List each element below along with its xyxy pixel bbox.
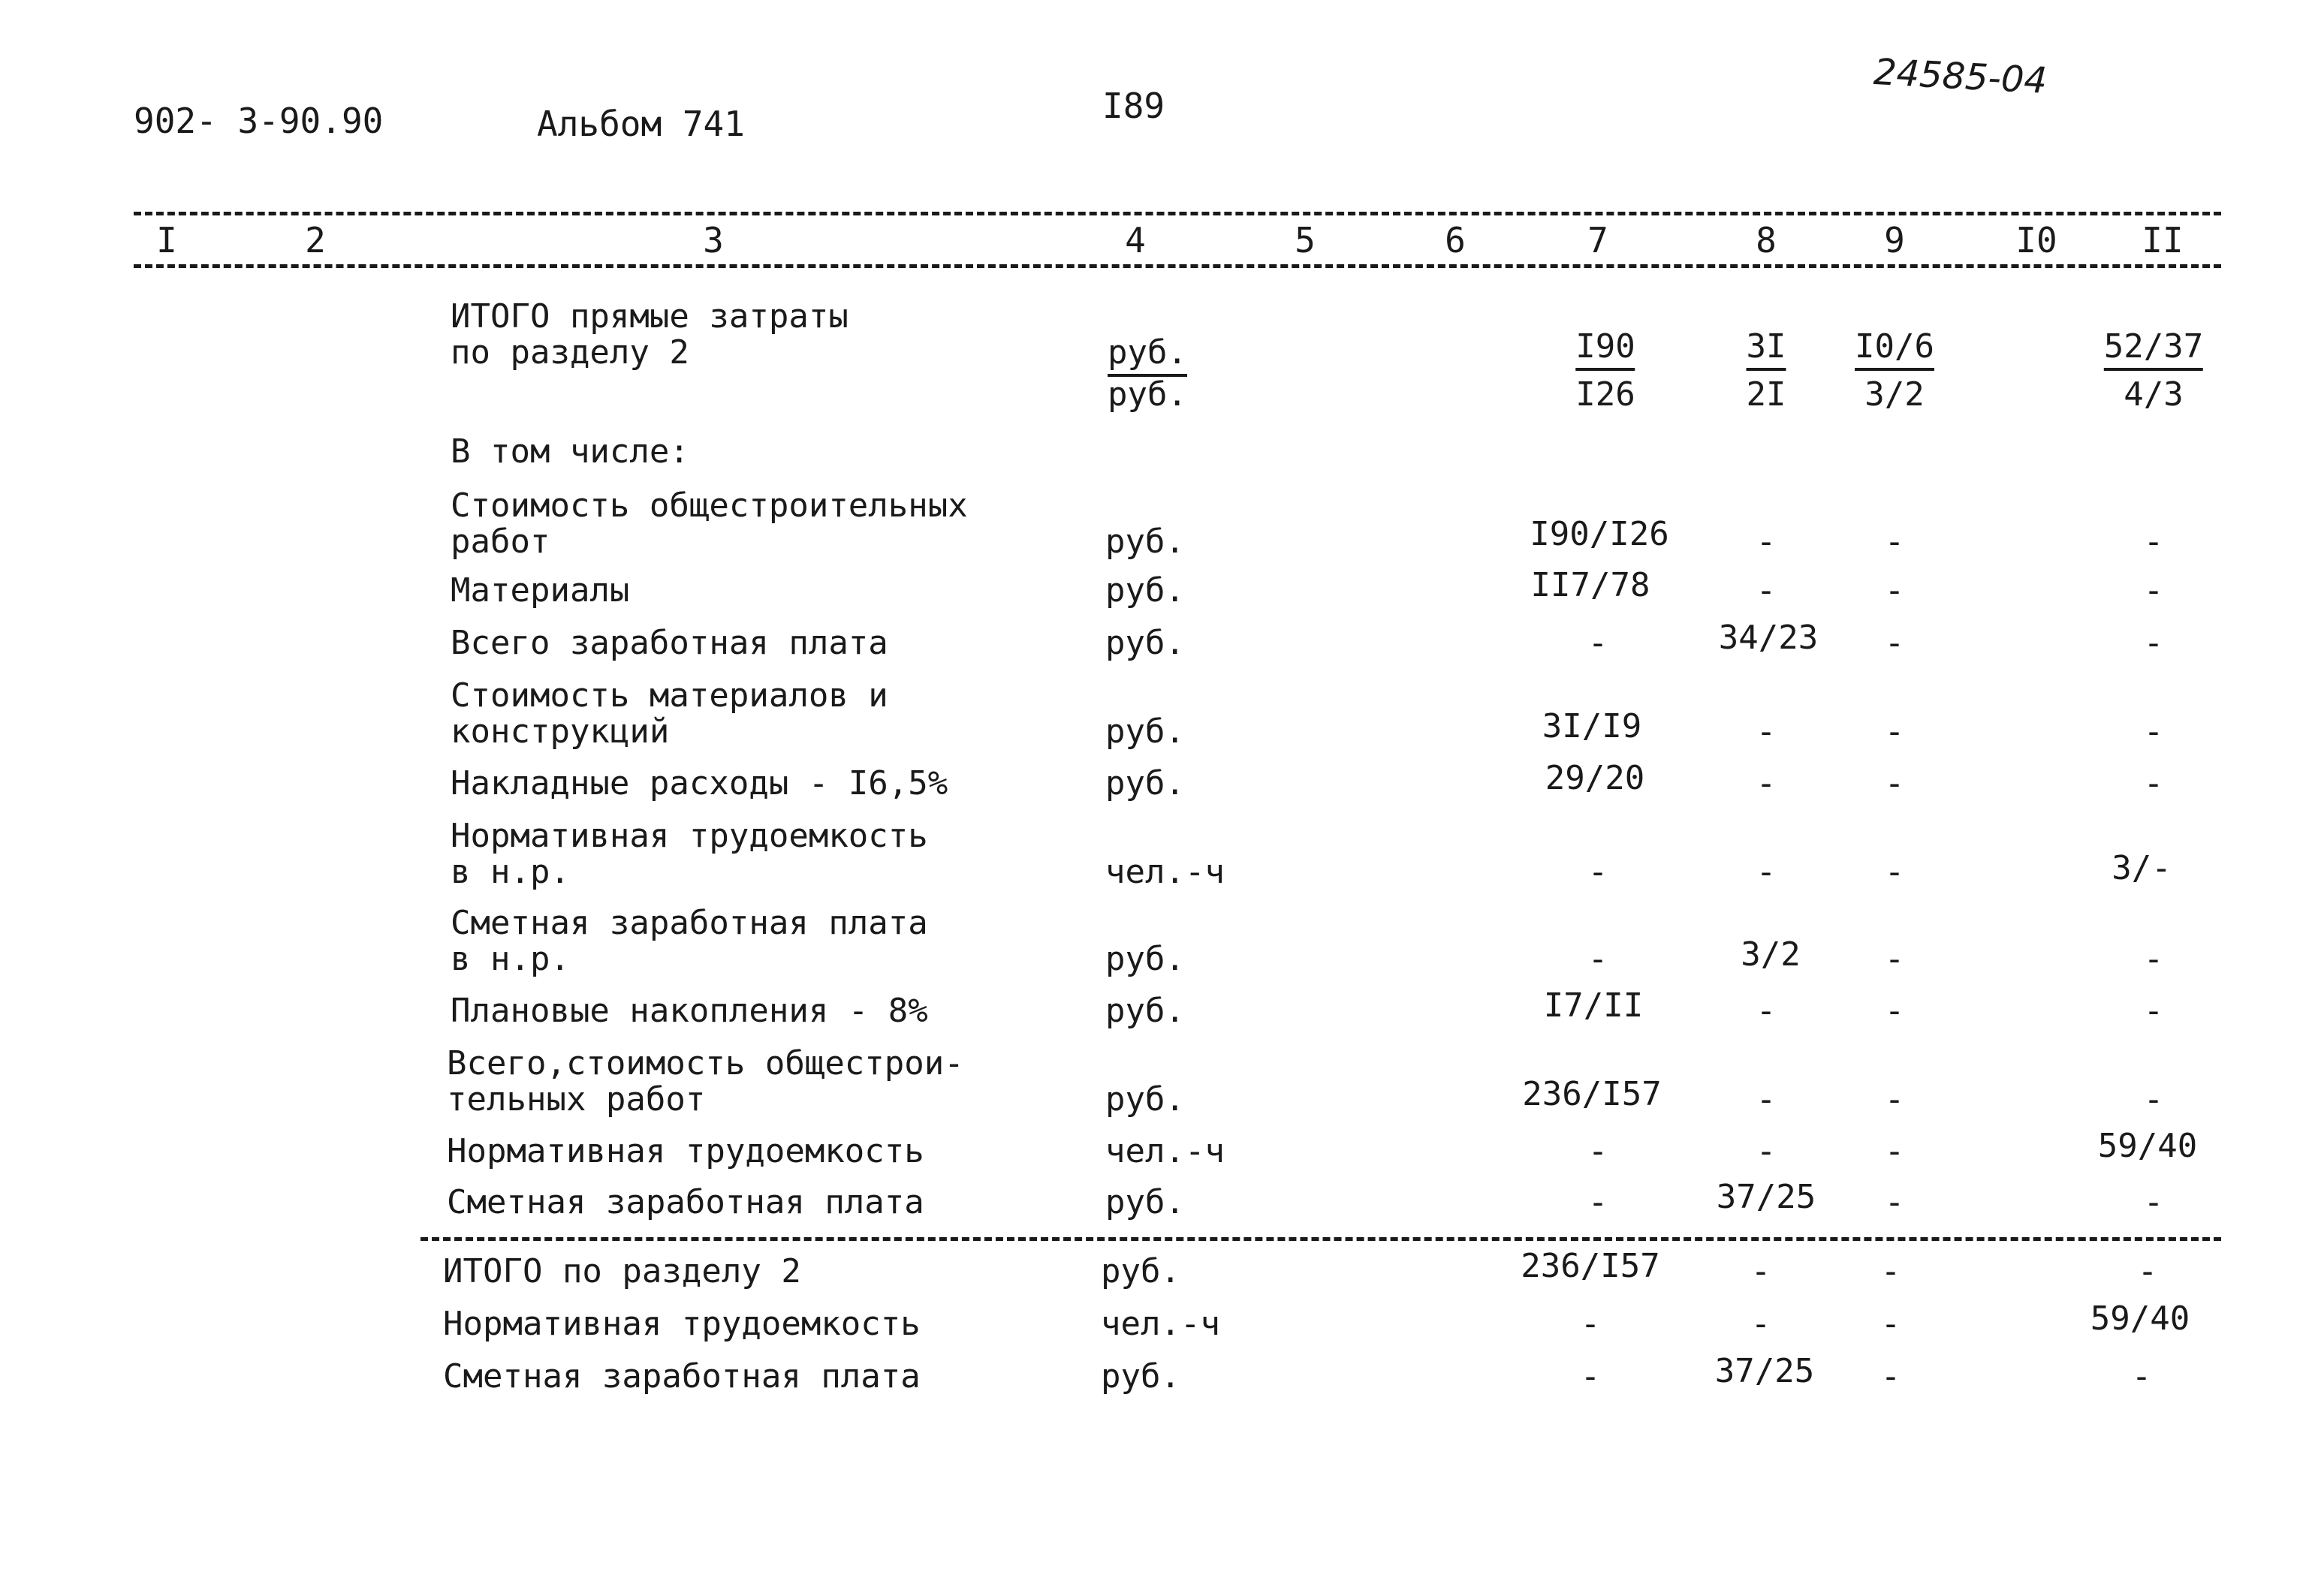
column-number: I0: [2015, 220, 2057, 260]
unit-cell: руб.: [1105, 764, 1185, 803]
row-description: ИТОГО прямые затраты: [451, 297, 849, 336]
value-cell: 3/-: [2112, 849, 2172, 887]
column-number: 3: [703, 220, 724, 260]
value-fraction: [1575, 327, 1635, 414]
value-cell: 37/25: [1716, 1178, 1816, 1216]
unit-cell: чел.-ч: [1105, 853, 1225, 891]
row-description: Всего,стоимость общестрои-: [447, 1044, 964, 1083]
value-cell: -: [2143, 992, 2164, 1030]
value-cell: II7/78: [1530, 566, 1650, 604]
value-cell: -: [1756, 712, 1777, 751]
value-cell: 3/2: [1741, 935, 1801, 974]
unit-cell: руб.: [1105, 1080, 1185, 1119]
value-cell: -: [1756, 1132, 1777, 1170]
total-description: Сметная заработная плата: [443, 1357, 921, 1396]
fraction-top: 3I: [1747, 330, 1786, 371]
value-cell: -: [1884, 712, 1905, 751]
column-number: 7: [1587, 220, 1608, 260]
value-cell: -: [1880, 1305, 1901, 1343]
value-cell: -: [1756, 853, 1777, 891]
value-cell: -: [1756, 1080, 1777, 1119]
row-description: Стоимость общестроительных: [451, 486, 968, 525]
album-label: Альбом 741: [537, 104, 745, 144]
unit-cell: руб.: [1105, 1183, 1185, 1221]
column-number: I: [156, 220, 177, 260]
value-cell: -: [2143, 940, 2164, 978]
value-cell: -: [1884, 992, 1905, 1030]
page-number: I89: [1102, 86, 1165, 126]
value-cell: -: [1580, 1357, 1601, 1396]
document-code: 902- 3-90.90: [134, 101, 384, 141]
column-number: 6: [1445, 220, 1466, 260]
unit-cell: руб.: [1105, 522, 1185, 561]
unit-cell: руб.: [1105, 940, 1185, 978]
fraction-top: I0/6: [1855, 330, 1934, 371]
value-cell: -: [1587, 1132, 1608, 1170]
row-description: Материалы: [451, 571, 630, 610]
value-cell: -: [1750, 1305, 1771, 1343]
column-number: 2: [305, 220, 326, 260]
unit-cell: руб.: [1105, 992, 1185, 1030]
row-description: Накладные расходы - I6,5%: [451, 764, 948, 803]
row-description: по разделу 2: [451, 333, 689, 372]
value-cell: -: [1880, 1357, 1901, 1396]
value-cell: -: [2143, 1183, 2164, 1221]
unit-top: руб.: [1108, 336, 1187, 377]
column-number: 9: [1884, 220, 1905, 260]
value-cell: 37/25: [1714, 1352, 1815, 1390]
value-cell: -: [1884, 1080, 1905, 1119]
total-description: ИТОГО по разделу 2: [443, 1252, 801, 1290]
value-cell: -: [1756, 992, 1777, 1030]
unit-cell: руб.: [1105, 712, 1185, 751]
row-description: конструкций: [451, 712, 670, 751]
fraction-top: 52/37: [2104, 330, 2203, 371]
value-cell: -: [1884, 1183, 1905, 1221]
row-description: работ: [451, 522, 550, 561]
fraction-bottom: 3/2: [1864, 375, 1925, 414]
value-cell: -: [2131, 1357, 2152, 1396]
stamp-number: 24585-04: [1872, 50, 2048, 103]
fraction-top: I90: [1575, 330, 1635, 371]
unit-cell: чел.-ч: [1101, 1305, 1220, 1343]
value-cell: 236/I57: [1522, 1075, 1662, 1113]
value-cell: -: [1880, 1252, 1901, 1290]
row-description: Всего заработная плата: [451, 624, 888, 662]
value-cell: -: [1750, 1252, 1771, 1290]
value-cell: -: [1587, 940, 1608, 978]
unit-cell: чел.-ч: [1105, 1132, 1225, 1170]
value-cell: -: [1587, 1183, 1608, 1221]
fraction-bottom: I26: [1575, 375, 1635, 414]
value-cell: -: [1884, 571, 1905, 610]
value-cell: -: [1756, 522, 1777, 561]
row-description: тельных работ: [447, 1080, 706, 1119]
value-cell: 59/40: [2090, 1299, 2190, 1338]
header-bottom-rule: [134, 264, 2221, 268]
row-description: в н.р.: [451, 853, 570, 891]
column-number: 8: [1756, 220, 1777, 260]
value-cell: -: [1580, 1305, 1601, 1343]
fraction-bottom: 4/3: [2124, 375, 2184, 414]
value-fraction: [1746, 327, 1786, 414]
subsection-label: В том числе:: [451, 432, 689, 471]
value-cell: -: [1587, 624, 1608, 662]
unit-fraction: [1108, 333, 1187, 414]
value-cell: 3I/I9: [1542, 707, 1642, 745]
value-cell: -: [1884, 940, 1905, 978]
value-cell: 34/23: [1718, 619, 1819, 657]
row-description: Нормативная трудоемкость: [451, 817, 928, 855]
value-cell: -: [1756, 571, 1777, 610]
value-cell: -: [2143, 522, 2164, 561]
value-fraction: [2103, 327, 2204, 414]
value-cell: -: [1884, 522, 1905, 561]
row-description: Плановые накопления - 8%: [451, 992, 928, 1030]
value-cell: 29/20: [1545, 759, 1645, 797]
row-description: Стоимость материалов и: [451, 676, 888, 715]
row-description: Нормативная трудоемкость: [447, 1132, 924, 1170]
unit-bottom: руб.: [1108, 375, 1187, 414]
value-cell: 236/I57: [1521, 1247, 1660, 1285]
value-cell: -: [1587, 853, 1608, 891]
value-cell: -: [1884, 764, 1905, 803]
header-top-rule: [134, 212, 2221, 215]
value-cell: -: [2143, 764, 2164, 803]
column-number: 4: [1125, 220, 1146, 260]
row-description: в н.р.: [451, 940, 570, 978]
column-number: 5: [1295, 220, 1316, 260]
value-fraction: [1855, 327, 1934, 414]
unit-cell: руб.: [1101, 1357, 1180, 1396]
value-cell: I7/II: [1543, 986, 1644, 1025]
value-cell: -: [1756, 764, 1777, 803]
value-cell: -: [2143, 571, 2164, 610]
totals-rule: [421, 1237, 2221, 1241]
unit-cell: руб.: [1101, 1252, 1180, 1290]
value-cell: 59/40: [2097, 1127, 2198, 1165]
fraction-bottom: 2I: [1746, 375, 1786, 414]
row-description: Сметная заработная плата: [451, 904, 928, 942]
value-cell: -: [2137, 1252, 2158, 1290]
value-cell: I90/I26: [1530, 515, 1669, 553]
value-cell: -: [1884, 624, 1905, 662]
column-number: II: [2142, 220, 2184, 260]
value-cell: -: [2143, 624, 2164, 662]
unit-cell: руб.: [1105, 571, 1185, 610]
value-cell: -: [2143, 712, 2164, 751]
value-cell: -: [1884, 853, 1905, 891]
unit-cell: руб.: [1105, 624, 1185, 662]
row-description: Сметная заработная плата: [447, 1183, 924, 1221]
value-cell: -: [1884, 1132, 1905, 1170]
total-description: Нормативная трудоемкость: [443, 1305, 921, 1343]
value-cell: -: [2143, 1080, 2164, 1119]
